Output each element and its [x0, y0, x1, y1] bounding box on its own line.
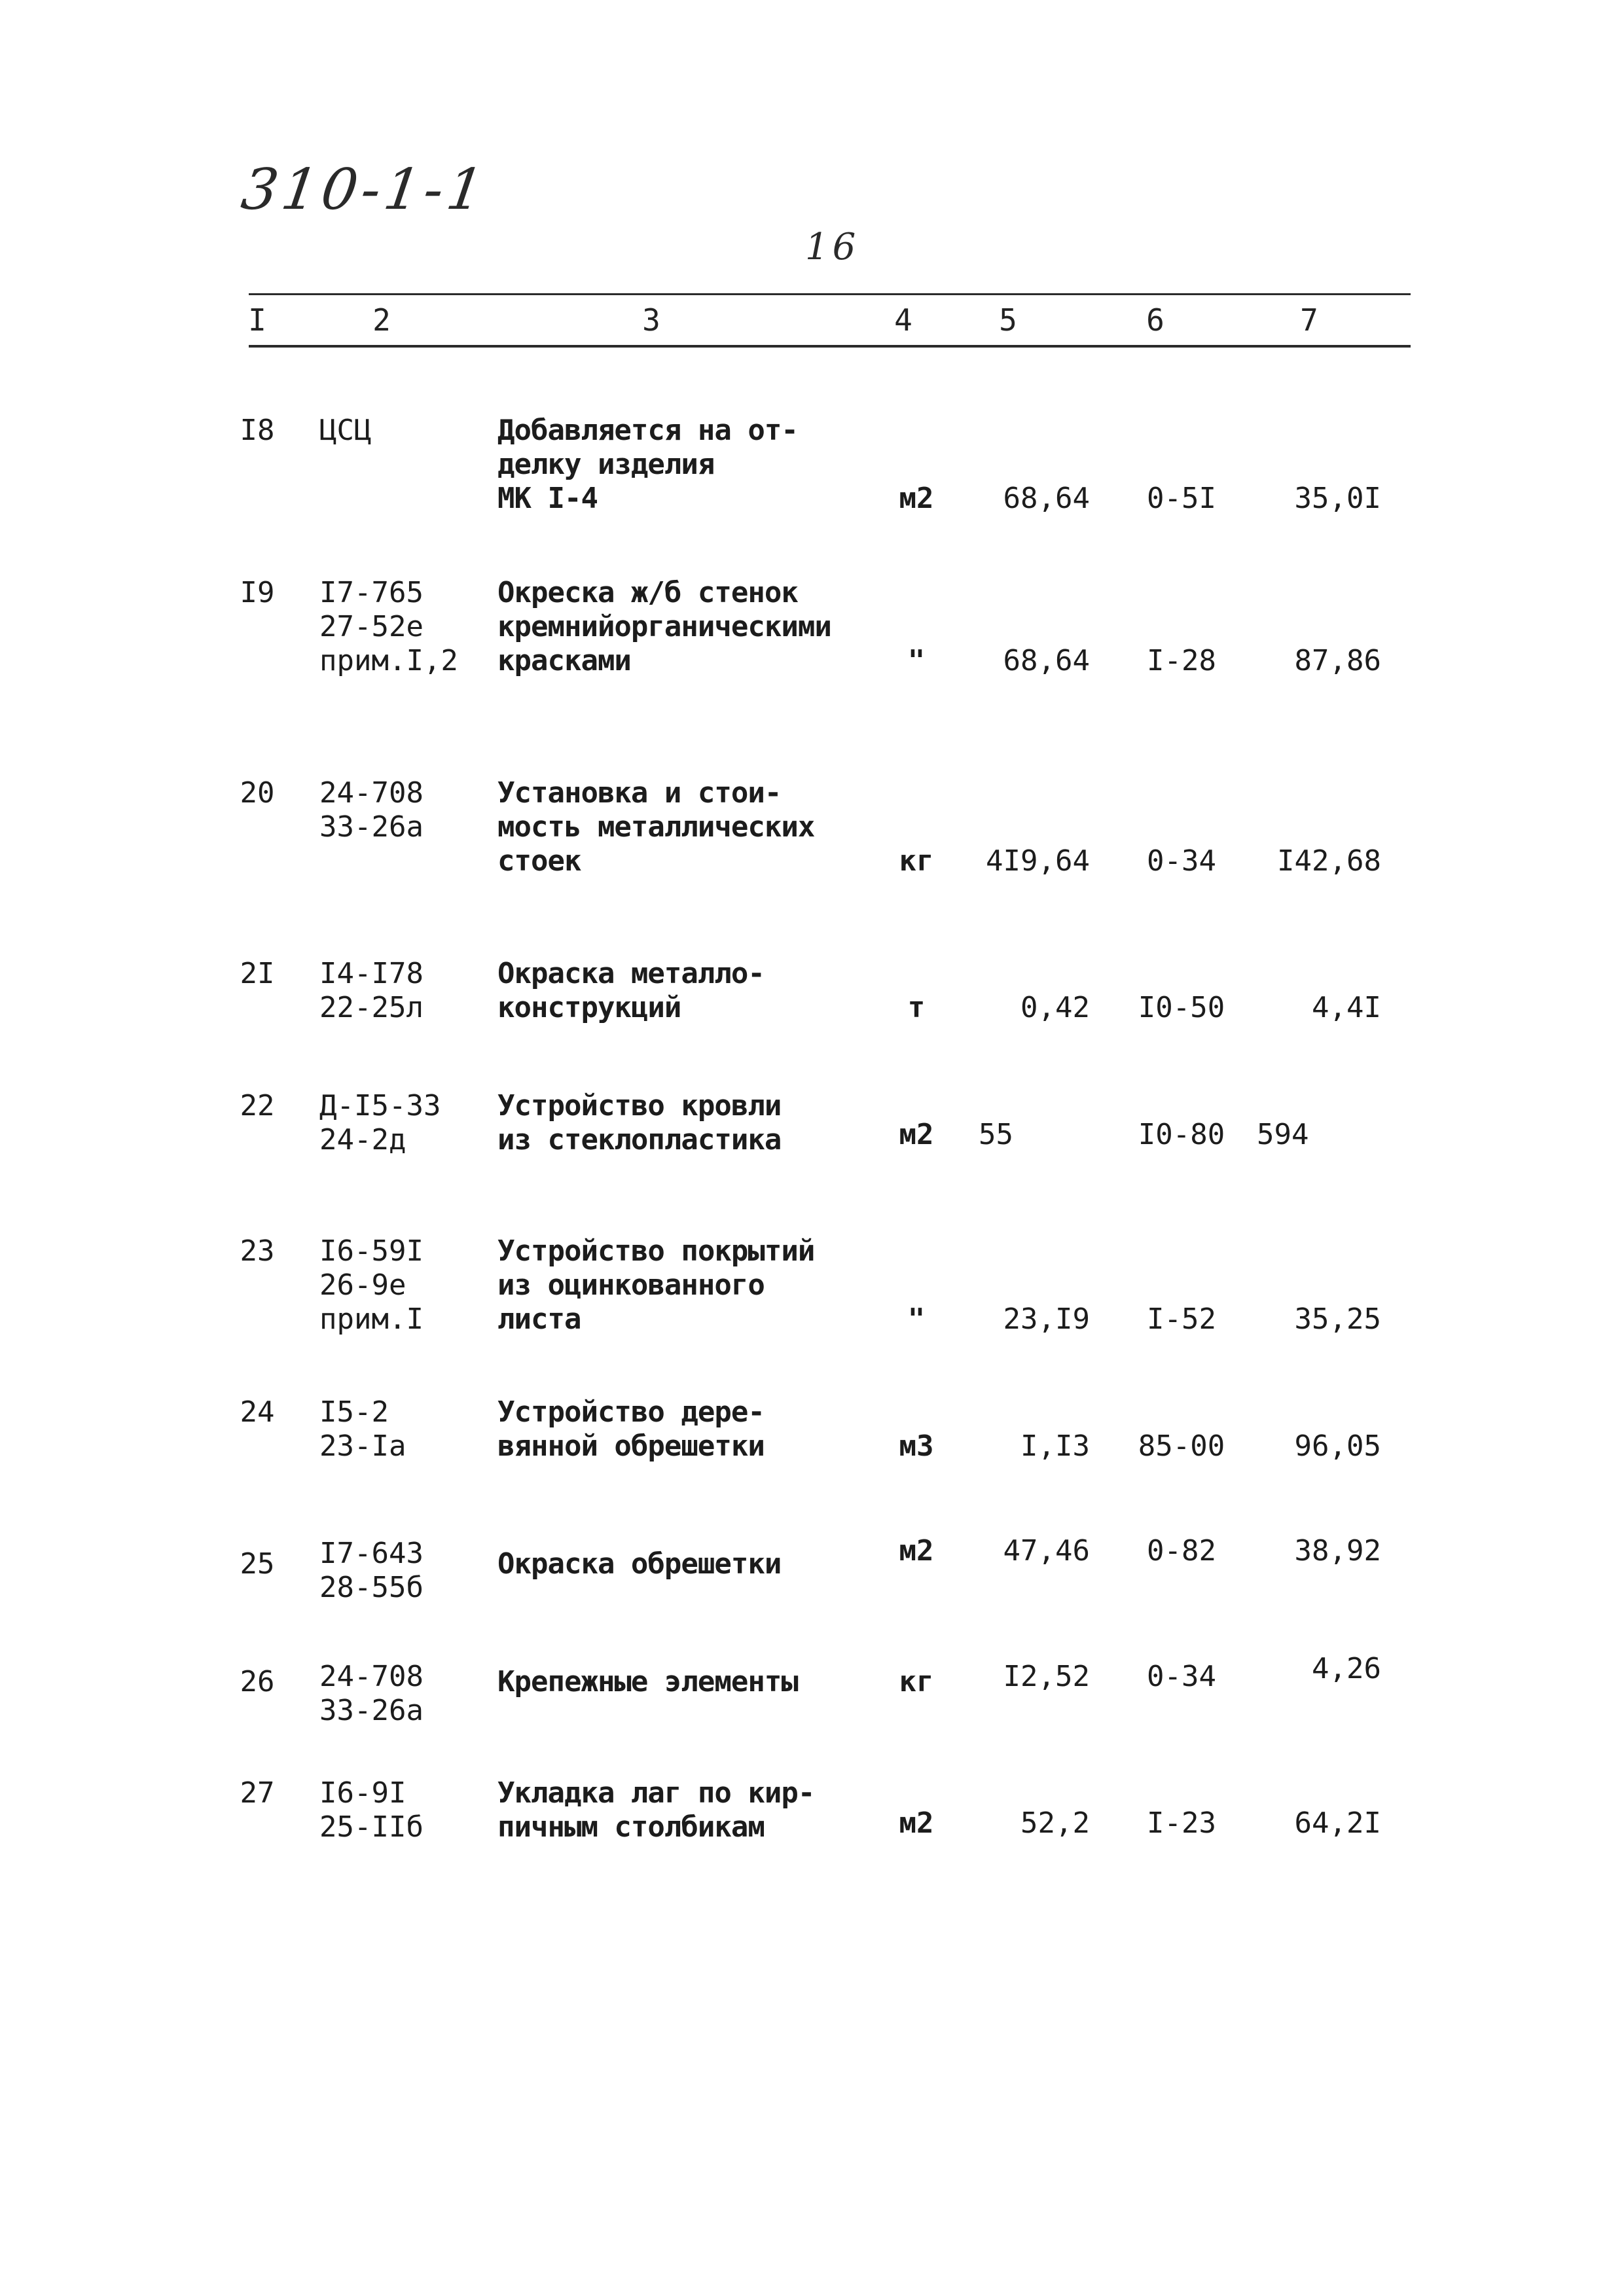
row-number: 27 [240, 1776, 275, 1810]
row-number: 24 [240, 1395, 275, 1429]
unit: " [907, 1302, 926, 1336]
unit: м2 [899, 482, 934, 515]
row-number: 23 [240, 1234, 275, 1268]
norm-code: I7-765 27-52е прим.I,2 [319, 576, 458, 677]
unit: м2 [899, 1806, 934, 1840]
unit: м3 [899, 1429, 934, 1463]
column-header-1: I [248, 302, 266, 338]
quantity: 52,2 [1020, 1806, 1090, 1840]
column-header-7: 7 [1300, 302, 1318, 338]
norm-code: Д-I5-33 24-2д [319, 1089, 441, 1157]
unit-price: I-52 [1147, 1302, 1216, 1336]
work-description: Устройство покрытий из оцинкованного листа [497, 1234, 815, 1336]
unit: м2 [899, 1534, 934, 1568]
unit-price: I-28 [1147, 644, 1216, 677]
unit-price: 85-00 [1138, 1429, 1225, 1463]
work-description: Окреска ж/б стенок кремнийорганическими красками [497, 576, 831, 677]
total-cost: I42,68 [1277, 844, 1381, 878]
work-description: Устройство дере- вянной обрешетки [497, 1395, 765, 1463]
total-cost: 594 [1257, 1118, 1309, 1151]
column-header-3: 3 [642, 302, 660, 338]
total-cost: 4,26 [1312, 1652, 1381, 1685]
norm-code: I6-9I 25-IIб [319, 1776, 424, 1844]
total-cost: 64,2I [1294, 1806, 1381, 1840]
row-number: 26 [240, 1665, 275, 1698]
unit-price: 0-82 [1147, 1534, 1216, 1568]
quantity: I2,52 [1003, 1660, 1090, 1693]
column-header-5: 5 [999, 302, 1017, 338]
column-header-6: 6 [1146, 302, 1164, 338]
row-number: 20 [240, 776, 275, 810]
unit: м2 [899, 1118, 934, 1151]
total-cost: 96,05 [1294, 1429, 1381, 1463]
total-cost: 87,86 [1294, 644, 1381, 677]
row-number: 22 [240, 1089, 275, 1122]
unit: " [907, 644, 926, 677]
norm-code: I7-643 28-55б [319, 1537, 424, 1604]
quantity: 68,64 [1003, 482, 1090, 515]
work-description: Установка и стои- мость металлических стоек [497, 776, 815, 878]
work-description: Окраска обрешетки [497, 1547, 782, 1581]
unit-price: I0-80 [1138, 1118, 1225, 1151]
page-number: 16 [805, 226, 860, 268]
work-description: Добавляется на от- делку изделия МК I-4 [497, 414, 798, 515]
work-description: Устройство кровли из стеклопластика [497, 1089, 782, 1157]
quantity: 68,64 [1003, 644, 1090, 677]
unit-price: I0-50 [1138, 991, 1225, 1024]
unit-price: 0-34 [1147, 1660, 1216, 1693]
total-cost: 4,4I [1312, 991, 1381, 1024]
quantity: 55 [979, 1118, 1013, 1151]
unit-price: 0-34 [1147, 844, 1216, 878]
unit: т [907, 991, 926, 1024]
unit: кг [899, 844, 934, 878]
row-number: I8 [240, 414, 275, 447]
quantity: 23,I9 [1003, 1302, 1090, 1336]
unit: кг [899, 1665, 934, 1698]
unit-price: I-23 [1147, 1806, 1216, 1840]
quantity: 0,42 [1020, 991, 1090, 1024]
header-top-rule [249, 293, 1411, 295]
norm-code: I6-59I 26-9е прим.I [319, 1234, 424, 1336]
work-description: Окраска металло- конструкций [497, 957, 765, 1024]
unit-price: 0-5I [1147, 482, 1216, 515]
norm-code: 24-708 33-26а [319, 1660, 424, 1727]
norm-code: ЦСЦ [319, 414, 372, 447]
quantity: I,I3 [1020, 1429, 1090, 1463]
document-code: 310-1-1 [237, 157, 492, 223]
row-number: 25 [240, 1547, 275, 1581]
column-header-2: 2 [372, 302, 391, 338]
header-bottom-rule [249, 345, 1411, 348]
quantity: 4I9,64 [986, 844, 1090, 878]
work-description: Крепежные элементы [497, 1665, 798, 1698]
work-description: Укладка лаг по кир- пичным столбикам [497, 1776, 815, 1844]
norm-code: I5-2 23-Iа [319, 1395, 406, 1463]
quantity: 47,46 [1003, 1534, 1090, 1568]
norm-code: I4-I78 22-25л [319, 957, 424, 1024]
total-cost: 38,92 [1294, 1534, 1381, 1568]
column-header-4: 4 [894, 302, 912, 338]
row-number: I9 [240, 576, 275, 609]
total-cost: 35,25 [1294, 1302, 1381, 1336]
norm-code: 24-708 33-26а [319, 776, 424, 844]
total-cost: 35,0I [1294, 482, 1381, 515]
row-number: 2I [240, 957, 275, 990]
